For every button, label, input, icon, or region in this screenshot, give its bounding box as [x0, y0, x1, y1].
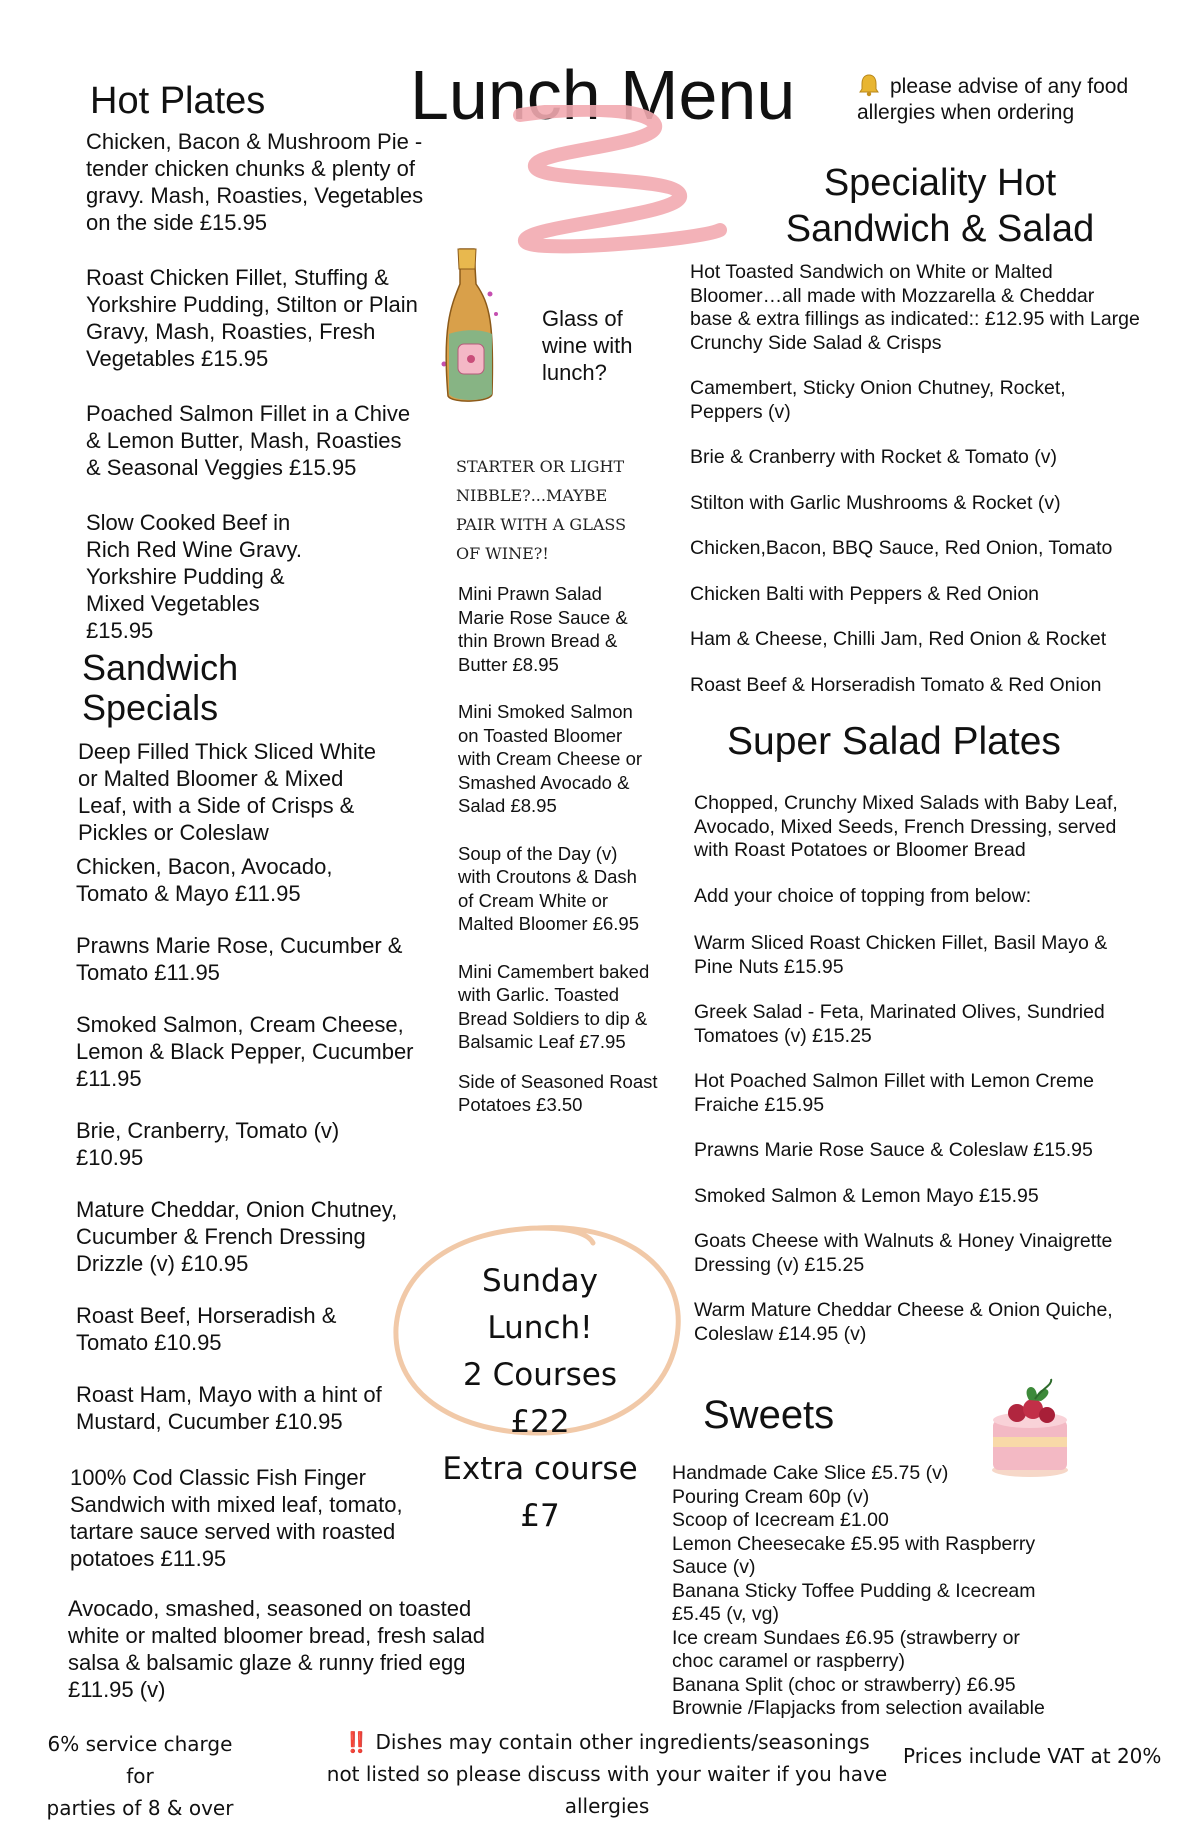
super-salad-intro: Chopped, Crunchy Mixed Salads with Baby Leaf, Avocado, Mixed Seeds, French Dressing, served with Roast Potatoes or Bloomer Bread: [694, 792, 1118, 861]
speciality-intro: Hot Toasted Sandwich on White or Malted Bloomer…all made with Mozzarella & Cheddar base & extra fillings as indicated:: £12.95 with Large Crunchy Side Salad & Crisps: [690, 261, 1140, 354]
speciality-heading-line: Speciality Hot: [823, 162, 1057, 204]
sweet-item: Banana Sticky Toffee Pudding & Icecream £5.45 (v, vg): [672, 1579, 1036, 1625]
warning-text: Dishes may contain other ingredients/seasonings: [375, 1730, 870, 1754]
speciality-item: Brie & Cranberry with Rocket & Tomato (v): [690, 446, 1058, 468]
menu-item: Roast Beef, Horseradish & Tomato £10.95: [76, 1303, 337, 1355]
sweets-list: [672, 1462, 1072, 1721]
super-salad-choice: Add your choice of topping from below:: [694, 885, 1032, 907]
super-salad-list: [694, 932, 1144, 1346]
warning-line: not listed so please discuss with your waiter if you have allergies: [326, 1762, 888, 1818]
speciality-item: Chicken,Bacon, BBQ Sauce, Red Onion, Tomato: [690, 537, 1113, 559]
speciality-item: Roast Beef & Horseradish Tomato & Red Onion: [690, 673, 1102, 696]
sandwich-intro: Deep Filled Thick Sliced White or Malted Bloomer & Mixed Leaf, with a Side of Crisps & Pickles or Coleslaw: [78, 739, 376, 845]
salad-item: Prawns Marie Rose Sauce & Coleslaw £15.95: [694, 1139, 1093, 1161]
sunday-line: Extra course £7: [442, 1451, 638, 1534]
hot-plates-heading: Hot Plates: [90, 80, 266, 122]
speciality-item: Ham & Cheese, Chilli Jam, Red Onion & Rocket: [690, 628, 1107, 650]
starter-item: Side of Seasoned Roast Potatoes £3.50: [458, 1070, 658, 1115]
menu-item: Poached Salmon Fillet in a Chive & Lemon Butter, Mash, Roasties & Seasonal Veggies £15.95: [86, 401, 411, 480]
service-charge-note: [40, 1728, 240, 1824]
page-title: Lunch Menu: [410, 56, 796, 134]
sandwich-specials-heading: Sandwich Specials: [82, 647, 239, 728]
service-line: parties of 8 & over: [46, 1796, 234, 1820]
menu-item: Chicken, Bacon, Avocado, Tomato & Mayo £11.95: [76, 854, 333, 906]
speciality-heading-line: Sandwich & Salad: [785, 208, 1095, 250]
starter-item: Mini Prawn Salad Marie Rose Sauce & thin Brown Bread & Butter £8.95: [458, 583, 628, 675]
sweet-item: Brownie /Flapjacks from selection available: [672, 1697, 1045, 1719]
starters-intro: STARTER OR LIGHT NIBBLE?...MAYBE PAIR WITH A GLASS OF WINE?!: [456, 457, 627, 563]
allergy-note: please advise of any food allergies when ordering: [857, 75, 1129, 124]
sweet-item: Lemon Cheesecake £5.95 with Raspberry Sauce (v): [672, 1532, 1036, 1578]
sweet-item: Pouring Cream 60p (v): [672, 1485, 870, 1508]
salad-item: Goats Cheese with Walnuts & Honey Vinaigrette Dressing (v) £15.25: [694, 1230, 1113, 1276]
starter-item: Mini Smoked Salmon on Toasted Bloomer with Cream Cheese or Smashed Avocado & Salad £8.95: [458, 701, 643, 816]
warning-line: [322, 1726, 892, 1758]
sweet-item: Handmade Cake Slice £5.75 (v): [672, 1462, 949, 1484]
menu-item: Chicken, Bacon & Mushroom Pie - tender chicken chunks & plenty of gravy. Mash, Roasties, Vegetables on the side £15.95: [86, 129, 424, 235]
menu-item: Roast Chicken Fillet, Stuffing & Yorkshire Pudding, Stilton or Plain Gravy, Mash, Roasties, Fresh Vegetables £15.95: [86, 265, 418, 371]
scribble-decoration: [500, 105, 730, 265]
starters-list: [458, 582, 658, 1117]
menu-item: Avocado, smashed, seasoned on toasted white or malted bloomer bread, fresh salad salsa & balsamic glaze & runny fried egg £11.95 (v): [68, 1596, 485, 1702]
speciality-item: Camembert, Sticky Onion Chutney, Rocket, Peppers (v): [690, 377, 1066, 423]
service-line: 6% service charge for: [47, 1732, 233, 1788]
sweets-heading: Sweets: [703, 1393, 835, 1437]
sweet-item: Ice cream Sundaes £6.95 (strawberry or choc caramel or raspberry): [672, 1626, 1020, 1672]
speciality-item: Stilton with Garlic Mushrooms & Rocket (v): [690, 491, 1061, 514]
sunday-offer: [430, 1258, 650, 1540]
salad-item: Warm Sliced Roast Chicken Fillet, Basil Mayo & Pine Nuts £15.95: [694, 932, 1108, 978]
menu-item: 100% Cod Classic Fish Finger Sandwich with mixed leaf, tomato, tartare sauce served with roasted potatoes £11.95: [70, 1465, 403, 1571]
menu-item: Slow Cooked Beef in Rich Red Wine Gravy. Yorkshire Pudding & Mixed Vegetables £15.95: [86, 510, 302, 643]
champagne-bottle-icon: [432, 244, 512, 414]
wine-prompt: Glass of wine with lunch?: [542, 306, 633, 385]
menu-item: Smoked Salmon, Cream Cheese, Lemon & Black Pepper, Cucumber £11.95: [76, 1012, 414, 1091]
sweet-item: Scoop of Icecream £1.00: [672, 1509, 889, 1531]
menu-item: Prawns Marie Rose, Cucumber & Tomato £11.95: [76, 933, 403, 985]
hot-plates-list: [86, 128, 446, 644]
starter-item: Soup of the Day (v) with Croutons & Dash of Cream White or Malted Bloomer £6.95: [458, 842, 639, 934]
salad-item: Warm Mature Cheddar Cheese & Onion Quiche, Coleslaw £14.95 (v): [694, 1299, 1113, 1345]
super-salad-heading: Super Salad Plates: [727, 720, 1061, 763]
vat-note: Prices include VAT at 20%: [903, 1744, 1162, 1768]
sunday-line: Sunday Lunch!: [482, 1263, 598, 1346]
warning-icon: ‼️: [344, 1730, 370, 1754]
salad-item: Greek Salad - Feta, Marinated Olives, Sundried Tomatoes (v) £15.25: [694, 1001, 1105, 1047]
sunday-line: 2 Courses £22: [463, 1357, 617, 1440]
allergy-warning: [322, 1726, 892, 1822]
starter-item: Mini Camembert baked with Garlic. Toasted Bread Soldiers to dip & Balsamic Leaf £7.95: [458, 960, 650, 1052]
speciality-list: [690, 377, 1140, 697]
menu-item: Mature Cheddar, Onion Chutney, Cucumber & French Dressing Drizzle (v) £10.95: [76, 1197, 398, 1276]
sweet-item: Banana Split (choc or strawberry) £6.95: [672, 1673, 1016, 1696]
salad-item: Hot Poached Salmon Fillet with Lemon Creme Fraiche £15.95: [694, 1070, 1094, 1116]
speciality-item: Chicken Balti with Peppers & Red Onion: [690, 582, 1040, 605]
speciality-heading: [740, 160, 1140, 252]
salad-item: Smoked Salmon & Lemon Mayo £15.95: [694, 1184, 1039, 1207]
menu-item: Brie, Cranberry, Tomato (v) £10.95: [76, 1118, 340, 1170]
menu-item: Roast Ham, Mayo with a hint of Mustard, Cucumber £10.95: [76, 1382, 382, 1434]
